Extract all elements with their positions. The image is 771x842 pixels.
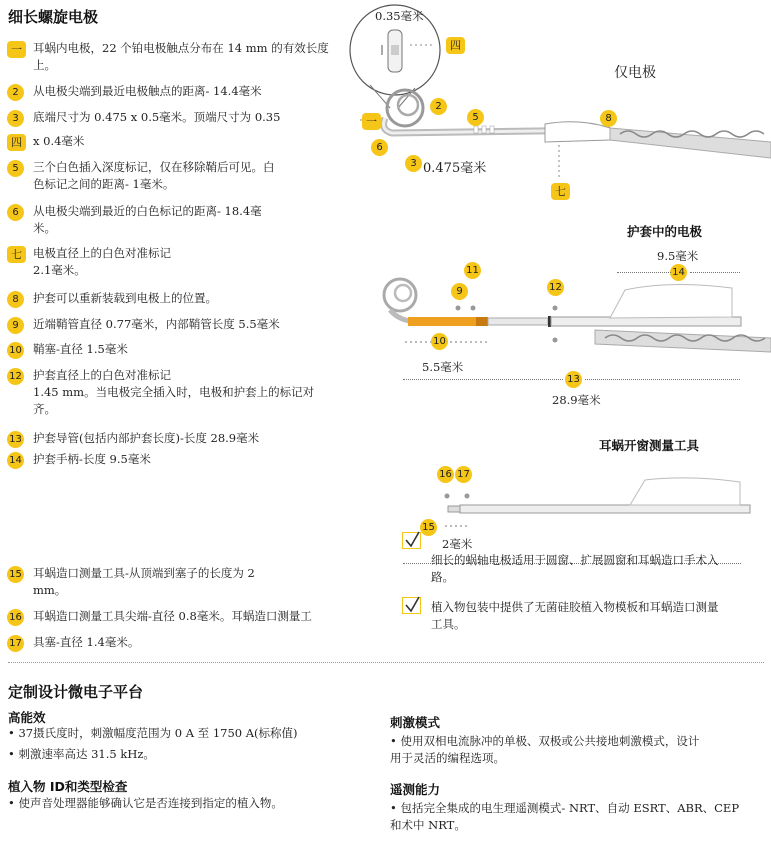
callout-5: 5 (467, 109, 484, 126)
section-title-electrode: 细长螺旋电极 (8, 8, 99, 26)
callout-13: 13 (565, 371, 582, 388)
bullet-stim-mode-1: • 使用双相电流脉冲的单极、双极或公共接地刺激模式，设计 用于灵活的编程选项。 (390, 734, 700, 765)
dim-line-289-right (585, 379, 740, 380)
electrode-in-sheath-title: 护套中的电极 (627, 224, 703, 239)
measure-tool-diagram (440, 470, 771, 530)
heading-telemetry: 遥测能力 (390, 782, 441, 797)
callout-4: 四 (446, 37, 465, 54)
dim-label-035: 0.35毫米 (375, 9, 424, 23)
item-text: 从电极尖端到最近电极触点的距离- 14.4毫米 (33, 84, 262, 98)
item-badge: 6 (7, 204, 24, 221)
item-text: x 0.4毫米 (33, 134, 85, 148)
bullet-efficiency-2: • 刺激速率高达 31.5 kHz。 (8, 747, 155, 761)
electrode-in-sheath-diagram (370, 270, 771, 360)
check-text-1: 细长的蜗轴电极适用于圆窗、扩展圆窗和耳蜗造口手术入 路。 (431, 553, 719, 584)
measure-tool-title: 耳蜗开窗测量工具 (599, 438, 700, 453)
check-icon (402, 532, 421, 549)
item-text: 从电极尖端到最近的白色标记的距离- 18.4毫 米。 (33, 204, 262, 235)
item-badge: 七 (7, 246, 26, 263)
dim-label-0475: 0.475毫米 (423, 161, 487, 176)
callout-10: 10 (431, 333, 448, 350)
bullet-implant-id-1: • 使声音处理器能够确认它是否连接到指定的植入物。 (8, 796, 283, 810)
callout-9: 9 (451, 283, 468, 300)
electrode-only-title: 仅电极 (614, 65, 656, 81)
dim-label-55: 5.5毫米 (422, 360, 464, 374)
item-badge: 8 (7, 291, 24, 308)
item-badge: 9 (7, 317, 24, 334)
item-badge: 5 (7, 160, 24, 177)
item-badge: 10 (7, 342, 24, 359)
callout-12: 12 (547, 279, 564, 296)
item-badge: 15 (7, 566, 24, 583)
dim-line-289-left (403, 379, 563, 380)
item-text: 护套可以重新装载到电极上的位置。 (33, 291, 217, 305)
check-icon (402, 597, 421, 614)
item-text: 三个白色插入深度标记，仅在移除鞘后可见。白 色标记之间的距离- 1毫米。 (33, 160, 275, 191)
bullet-efficiency-1: • 37摄氏度时，刺激幅度范围为 0 A 至 1750 A(标称值) (8, 726, 298, 740)
item-badge: 14 (7, 452, 24, 469)
platform-title: 定制设计微电子平台 (8, 683, 144, 701)
heading-efficiency: 高能效 (8, 710, 46, 725)
item-text: 耳蜗造口测量工具-从顶端到塞子的长度为 2 mm。 (33, 566, 255, 597)
item-text: 护套手柄-长度 9.5毫米 (33, 452, 151, 466)
callout-2: 2 (430, 98, 447, 115)
item-text: 鞘塞-直径 1.5毫米 (33, 342, 128, 356)
callout-6: 6 (371, 139, 388, 156)
item-badge: 3 (7, 110, 24, 127)
section-divider (8, 662, 764, 663)
item-badge: 四 (7, 134, 26, 151)
callout-16: 16 (437, 466, 454, 483)
callout-7: 七 (551, 183, 570, 200)
item-text: 电极直径上的白色对准标记 2.1毫米。 (33, 246, 171, 277)
callout-8: 8 (600, 110, 617, 127)
callout-15: 15 (420, 519, 437, 536)
item-badge: 一 (7, 41, 26, 58)
item-text: 耳蜗内电极，22 个铂电极触点分布在 14 mm 的有效长度 上。 (33, 41, 329, 72)
dim-label-289: 28.9毫米 (552, 393, 601, 407)
check-text-2: 植入物包装中提供了无菌硅胶植入物模板和耳蜗造口测量 工具。 (431, 600, 719, 631)
item-text: 近端鞘管直径 0.77毫米，内部鞘管长度 5.5毫米 (33, 317, 280, 331)
item-badge: 17 (7, 635, 24, 652)
item-text: 护套导管(包括内部护套长度)-长度 28.9毫米 (33, 431, 260, 445)
callout-14: 14 (670, 264, 687, 281)
item-text: 耳蜗造口测量工具尖端-直径 0.8毫米。耳蜗造口测量工 (33, 609, 312, 623)
dim-label-95: 9.5毫米 (657, 249, 699, 263)
item-badge: 2 (7, 84, 24, 101)
item-text: 护套直径上的白色对准标记 1.45 mm。当电极完全插入时，电极和护套上的标记对 齐。 (33, 368, 315, 416)
item-badge: 13 (7, 431, 24, 448)
item-text: 底端尺寸为 0.475 x 0.5毫米。顶端尺寸为 0.35 (33, 110, 281, 124)
item-badge: 12 (7, 368, 24, 385)
callout-1: 一 (362, 113, 381, 130)
bullet-telemetry-1: • 包括完全集成的电生理遥测模式- NRT、自动 ESRT、ABR、CEP 和术中 NRT。 (390, 801, 740, 832)
item-text: 具塞-直径 1.4毫米。 (33, 635, 140, 649)
callout-17: 17 (455, 466, 472, 483)
item-badge: 16 (7, 609, 24, 626)
heading-stim-mode: 刺激模式 (390, 715, 441, 730)
heading-implant-id: 植入物 ID和类型检查 (8, 779, 128, 794)
dim-label-2: 2毫米 (442, 537, 473, 551)
callout-3: 3 (405, 155, 422, 172)
callout-11: 11 (464, 262, 481, 279)
